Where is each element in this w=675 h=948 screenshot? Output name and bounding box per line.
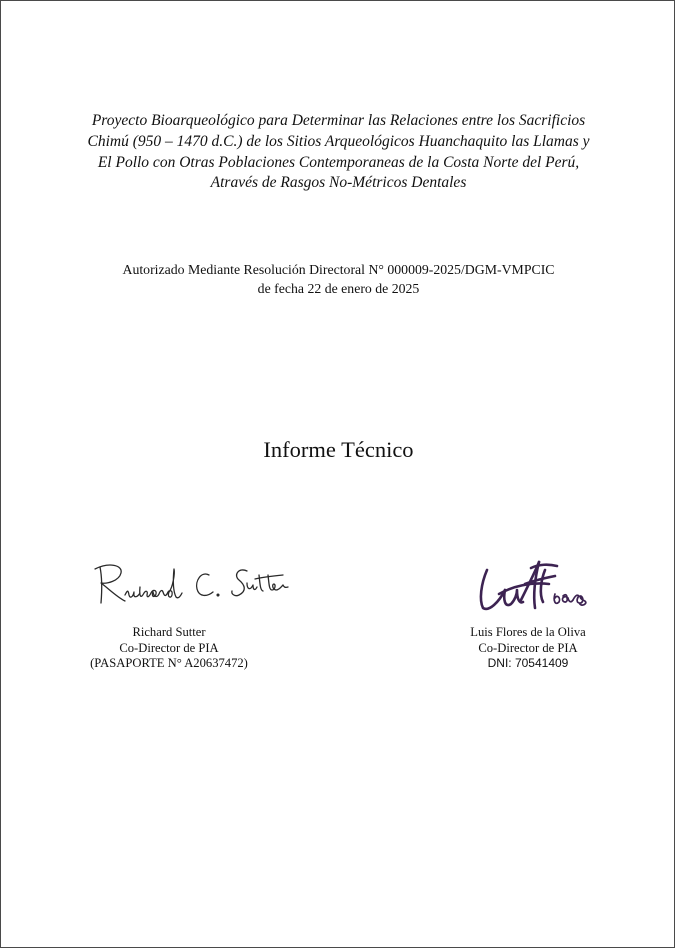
report-title: Informe Técnico [263, 437, 414, 462]
signer-right-name: Luis Flores de la Oliva [470, 625, 586, 639]
authorization-line-2: de fecha 22 de enero de 2025 [257, 281, 420, 296]
signature-left-image [87, 557, 295, 613]
project-title: Proyecto Bioarqueológico para Determinar las Relaciones entre los Sacrificios Chimú (950 – 1470 d.C.) de los Sitios Arqueológicos Huanchaquito las Llamas y El Pollo con Otras Poblaciones Contemporaneas de la Costa Norte del Perú, Através de Rasgos No-Métricos Dentales [87, 112, 590, 192]
signer-right-id: DNI: 70541409 [487, 656, 569, 671]
signer-left-role: Co-Director de PIA [119, 640, 219, 655]
signer-left-block [71, 625, 267, 672]
signer-right-role: Co-Director de PIA [478, 640, 578, 655]
signer-left-id: (PASAPORTE N° A20637472) [90, 656, 248, 671]
authorization-statement [61, 260, 616, 298]
authorization-line-1: Autorizado Mediante Resolución Directoral N° 000009-2025/DGM-VMPCIC [122, 262, 555, 277]
signer-right-block [453, 625, 603, 672]
signer-left-name: Richard Sutter [132, 625, 206, 639]
signature-right-image [469, 554, 591, 618]
